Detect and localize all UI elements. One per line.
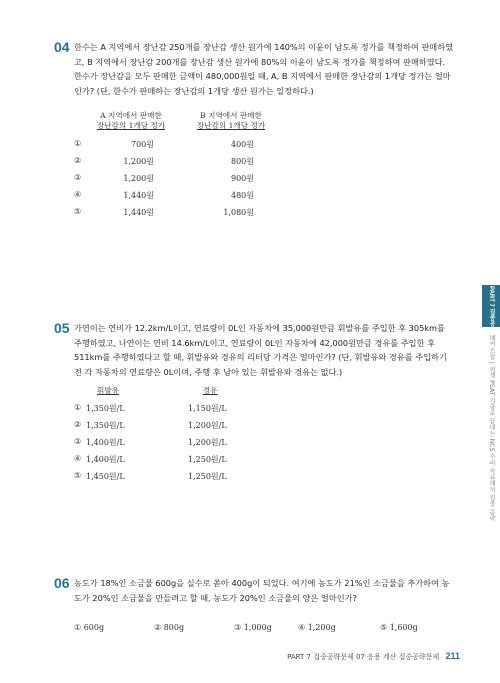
table-header-b — [186, 111, 276, 131]
question-number: 05 — [54, 320, 70, 336]
table-header-b — [180, 386, 240, 396]
page-footer — [287, 651, 460, 662]
option-value-b: 1,250원/L — [188, 472, 227, 481]
option-value-a: 1,450원/L — [86, 472, 125, 481]
option-value-b: 1,200원/L — [188, 421, 227, 430]
option-item[interactable]: ⑤ 1,600g — [380, 623, 418, 632]
table-header-a — [78, 386, 138, 396]
option-value-a: 1,400원/L — [86, 438, 125, 447]
header-line: 장난감의 1개당 정가 — [96, 121, 166, 130]
page-number: 211 — [445, 651, 460, 661]
option-item[interactable]: ① 600g — [74, 623, 105, 632]
option-mark: ① — [74, 403, 82, 412]
option-value-a: 1,400원/L — [86, 455, 125, 464]
option-value-b: 400원 — [231, 140, 254, 149]
option-value-b: 1,200원/L — [188, 438, 227, 447]
option-item[interactable]: ② 800g — [154, 623, 185, 632]
option-value-a: 1,440원 — [123, 208, 154, 217]
question-text: 가연이는 연비가 12.2km/L이고, 연료량이 0L인 자동차에 35,000원만큼 휘발유를 주입한 후 305km를 주행하였고, 나연이는 연비 14.6km/L이고, 연료량이 0L인 자동차에 42,000원만큼 경유를 주입한 후 511km를 주행하였다고 할 때, 휘발유와 경유의 리터당 가격은 얼마인가? (단, 휘발유와 경유를 주입하기 전 각 자동차의 연료량은 0L이며, 주행 후 남아 있는 휘발유와 경유는 없다.) — [74, 323, 447, 377]
option-value-b: 1,250원/L — [188, 455, 227, 464]
question-04 — [55, 40, 455, 98]
option-value-b: 480원 — [231, 191, 254, 200]
question-05 — [55, 321, 455, 379]
option-mark: ③ — [74, 437, 82, 446]
option-item[interactable]: ④ 1,200g — [298, 623, 336, 632]
option-mark: ② — [74, 156, 82, 165]
question-text: 한수는 A 지역에서 장난감 250개를 장난감 생산 원가에 140%의 이윤이 남도록 정가를 책정하여 판매하였고, B 지역에서 장난감 200개를 장난감 생산 원가에 80%의 이윤이 남도록 정가를 책정하여 판매하였다. 한수가 장난감을 모두 판매한 금액이 480,000원일 때, A, B 지역에서 판매한 장난감의 1개당 정가는 얼마인가? (단, 한수가 판매하는 장난감의 1개당 생산 원가는 일정하다.) — [74, 42, 454, 96]
option-mark: ④ — [74, 454, 82, 463]
table-header-a — [86, 111, 176, 131]
question-number: 04 — [54, 39, 70, 55]
header-line: 휘발유 — [96, 386, 119, 395]
question-number: 06 — [54, 575, 70, 591]
option-value-b: 1,080원 — [223, 208, 254, 217]
option-item[interactable]: ③ 1,000g — [234, 623, 272, 632]
question-06 — [55, 576, 455, 605]
header-line: 장난감의 1개당 정가 — [196, 121, 266, 130]
option-value-b: 1,150원/L — [188, 404, 227, 413]
option-mark: ④ — [74, 190, 82, 199]
option-value-a: 1,350원/L — [86, 404, 125, 413]
question-text: 농도가 18%인 소금물 600g을 실수로 쏟아 400g이 되었다. 여기에 농도가 21%인 소금물을 추가하여 농도가 20%인 소금물을 만들려고 할 때, 농도가 20%인 소금물의 양은 얼마인가? — [74, 578, 450, 603]
option-mark: ① — [74, 139, 82, 148]
option-value-b: 800원 — [231, 157, 254, 166]
header-line: B 지역에서 판매한 — [200, 111, 262, 120]
footer-label: PART 7 집중공략문제 07 응용 계산 집중공략문제 — [287, 653, 440, 661]
chapter-tab-label: PART 7 집중공략문제 — [472, 286, 494, 327]
option-value-a: 1,440원 — [123, 191, 154, 200]
book-subtitle: 해커스잡 | 피셋 PSAT 기출로 끝내는 NCS 수리·자료해석 집중 공략 — [488, 335, 495, 522]
option-value-a: 1,200원 — [123, 157, 154, 166]
option-mark: ⑤ — [74, 471, 82, 480]
option-mark: ⑤ — [74, 207, 82, 216]
option-value-a: 1,350원/L — [86, 421, 125, 430]
option-value-a: 1,200원 — [123, 174, 154, 183]
header-line: 경유 — [202, 386, 218, 395]
header-line: A 지역에서 판매한 — [100, 111, 162, 120]
option-mark: ② — [74, 420, 82, 429]
option-mark: ③ — [74, 173, 82, 182]
option-value-b: 900원 — [231, 174, 254, 183]
option-value-a: 700원 — [131, 140, 154, 149]
